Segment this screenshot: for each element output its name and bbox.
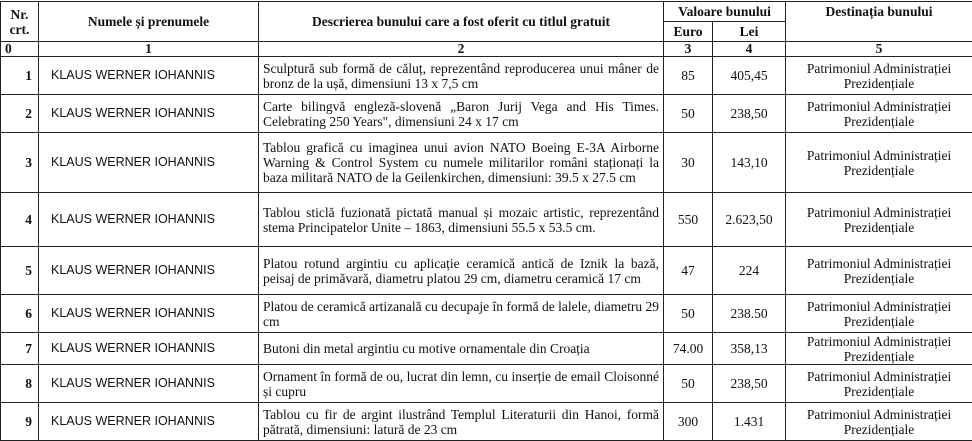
item-description: Ornament în formă de ou, lucrat din lemn, cu inserție de email Cloisonné și cupru [259,365,664,403]
destination: Patrimoniul Administrației Prezidențiale [786,95,972,133]
person-name: KLAUS WERNER IOHANNIS [39,403,259,441]
value-lei: 238,50 [713,365,786,403]
destination: Patrimoniul Administrației Prezidențiale [786,295,972,333]
value-lei: 143,10 [713,133,786,193]
value-euro: 85 [664,57,713,95]
table-row [1,295,972,333]
row-number: 6 [1,295,39,333]
table-row [1,333,972,365]
gifts-table [0,1,972,441]
destination: Patrimoniul Administrației Prezidențiale [786,193,972,247]
table-row [1,133,972,193]
header-nr: Nr. crt. [1,2,39,42]
index-cell: 3 [664,42,713,57]
value-euro: 50 [664,95,713,133]
value-lei: 238.50 [713,295,786,333]
destination: Patrimoniul Administrației Prezidențiale [786,333,972,365]
person-name: KLAUS WERNER IOHANNIS [39,333,259,365]
destination: Patrimoniul Administrației Prezidențiale [786,403,972,441]
item-description: Tablou cu fir de argint ilustrând Templul Literaturii din Hanoi, formă pătrată, dimensiuni: latură de 23 cm [259,403,664,441]
item-description: Tablou sticlă fuzionată pictată manual și mozaic artistic, reprezentând stema Principatelor Unite – 1863, dimensiuni 55.5 x 53.5 cm. [259,193,664,247]
item-description: Butoni din metal argintiu cu motive ornamentale din Croația [259,333,664,365]
value-euro: 50 [664,295,713,333]
value-lei: 1.431 [713,403,786,441]
header-lei: Lei [713,22,786,42]
person-name: KLAUS WERNER IOHANNIS [39,193,259,247]
header-euro: Euro [664,22,713,42]
item-description: Platou de ceramică artizanală cu decupaje în formă de lalele, diametru 29 cm [259,295,664,333]
row-number: 1 [1,57,39,95]
value-lei: 238,50 [713,95,786,133]
index-cell: 1 [39,42,259,57]
row-number: 3 [1,133,39,193]
index-cell: 0 [1,42,39,57]
table-row [1,95,972,133]
table-row [1,365,972,403]
item-description: Carte bilingvă engleză-slovenă „Baron Jurij Vega and His Times. Celebrating 250 Years", dimensiuni 24 x 17 cm [259,95,664,133]
index-cell: 4 [713,42,786,57]
row-number: 9 [1,403,39,441]
person-name: KLAUS WERNER IOHANNIS [39,133,259,193]
table-row [1,403,972,441]
person-name: KLAUS WERNER IOHANNIS [39,295,259,333]
row-number: 7 [1,333,39,365]
table-row [1,247,972,295]
value-lei: 358,13 [713,333,786,365]
item-description: Platou rotund argintiu cu aplicație ceramică antică de Iznik la bază, peisaj de primăvară, diametru platou 29 cm, diametru ceramică 17 cm [259,247,664,295]
person-name: KLAUS WERNER IOHANNIS [39,247,259,295]
value-lei: 224 [713,247,786,295]
person-name: KLAUS WERNER IOHANNIS [39,95,259,133]
table-row [1,57,972,95]
person-name: KLAUS WERNER IOHANNIS [39,365,259,403]
value-euro: 550 [664,193,713,247]
table-row [1,193,972,247]
header-name: Numele și prenumele [39,2,259,42]
row-number: 5 [1,247,39,295]
value-lei: 405,45 [713,57,786,95]
person-name: KLAUS WERNER IOHANNIS [39,57,259,95]
destination: Patrimoniul Administrației Prezidențiale [786,57,972,95]
destination: Patrimoniul Administrației Prezidențiale [786,133,972,193]
destination: Patrimoniul Administrației Prezidențiale [786,365,972,403]
row-number: 2 [1,95,39,133]
value-euro: 30 [664,133,713,193]
header-value: Valoare bunului [664,2,786,22]
row-number: 8 [1,365,39,403]
value-euro: 74.00 [664,333,713,365]
header-destination: Destinația bunului [786,2,972,42]
destination: Patrimoniul Administrației Prezidențiale [786,247,972,295]
item-description: Tablou grafică cu imaginea unui avion NATO Boeing E-3A Airborne Warning & Control System cu numele militarilor români staționați la baza militară NATO de la Geilenkirchen, dimensiuni: 39.5 x 27.5 cm [259,133,664,193]
value-lei: 2.623,50 [713,193,786,247]
value-euro: 50 [664,365,713,403]
item-description: Sculptură sub formă de căluț, reprezentând reproducerea unui mâner de bronz de la ușă, dimensiuni 13 x 7,5 cm [259,57,664,95]
row-number: 4 [1,193,39,247]
index-cell: 5 [786,42,972,57]
header-description: Descrierea bunului care a fost oferit cu titlul gratuit [259,2,664,42]
value-euro: 300 [664,403,713,441]
index-cell: 2 [259,42,664,57]
value-euro: 47 [664,247,713,295]
